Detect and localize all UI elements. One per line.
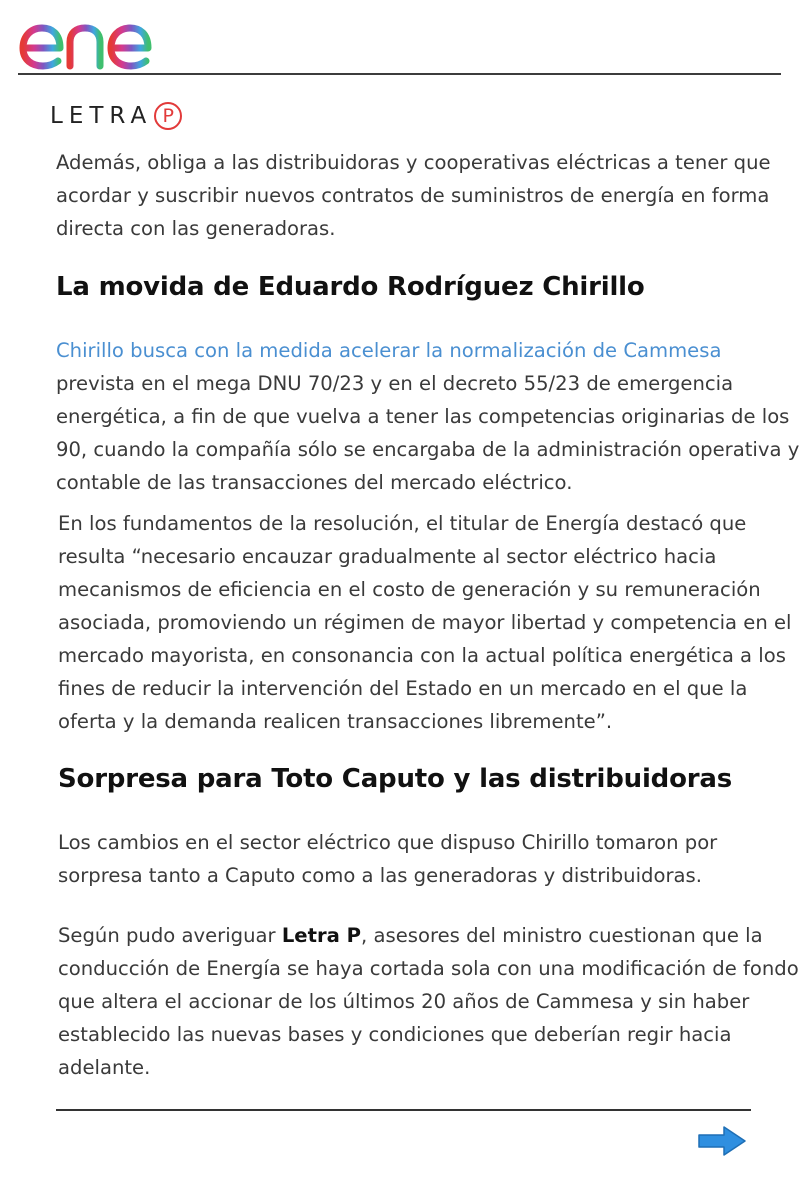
footer-divider [56, 1109, 751, 1111]
letra-p-mention: Letra P [281, 924, 362, 947]
header-divider [18, 73, 781, 75]
enel-logo [16, 4, 196, 70]
arrow-right-icon[interactable] [696, 1124, 748, 1158]
article-paragraph: Además, obliga a las distribuidoras y cooperativas eléctricas a tener que acordar y suscribir nuevos contratos de suministros de energía en forma directa con las generadoras. [56, 151, 771, 240]
article-paragraph: Chirillo busca con la medida acelerar la normalización de Cammesa prevista en el mega DNU 70/23 y en el decreto 55/23 de emergencia energética, a fin de que vuelva a tener las competencias originarias de los 90, cuando la compañía sólo se encargaba de la administración operativa y contable de las transacciones del mercado eléctrico. [56, 334, 756, 499]
letra-p-circle-mark: P [154, 102, 182, 130]
article-paragraph: Los cambios en el sector eléctrico que dispuso Chirillo tomaron por sorpresa tanto a Caputo como a las generadoras y distribuidoras. [58, 831, 718, 887]
letra-p-word: LETRA [50, 103, 153, 129]
section-heading-sorpresa: Sorpresa para Toto Caputo y las distribuidoras [58, 764, 732, 794]
letra-p-logo [50, 98, 182, 134]
article-paragraph: En los fundamentos de la resolución, el titular de Energía destacó que resulta “necesario encauzar gradualmente al sector eléctrico hacia mecanismos de eficiencia en el costo de generación y su remuneración asociada, promoviendo un régimen de mayor libertad y competencia en el mercado mayorista, en consonancia con la actual política energética a los fines de reducir la intervención del Estado en un mercado en el que la oferta y la demanda realicen transacciones libremente”. [58, 512, 792, 733]
section-heading-movida: La movida de Eduardo Rodríguez Chirillo [56, 272, 645, 302]
article-paragraph: Según pudo averiguar Letra P, asesores del ministro cuestionan que la conducción de Energía se haya cortada sola con una modificación de fondo que altera el accionar de los últimos 20 años de Cammesa y sin haber establecido las nuevas bases y condiciones que deberían regir hacia adelante. [58, 924, 799, 1079]
article-link-cammesa[interactable]: Chirillo busca con la medida acelerar la normalización de Cammesa [56, 339, 722, 362]
